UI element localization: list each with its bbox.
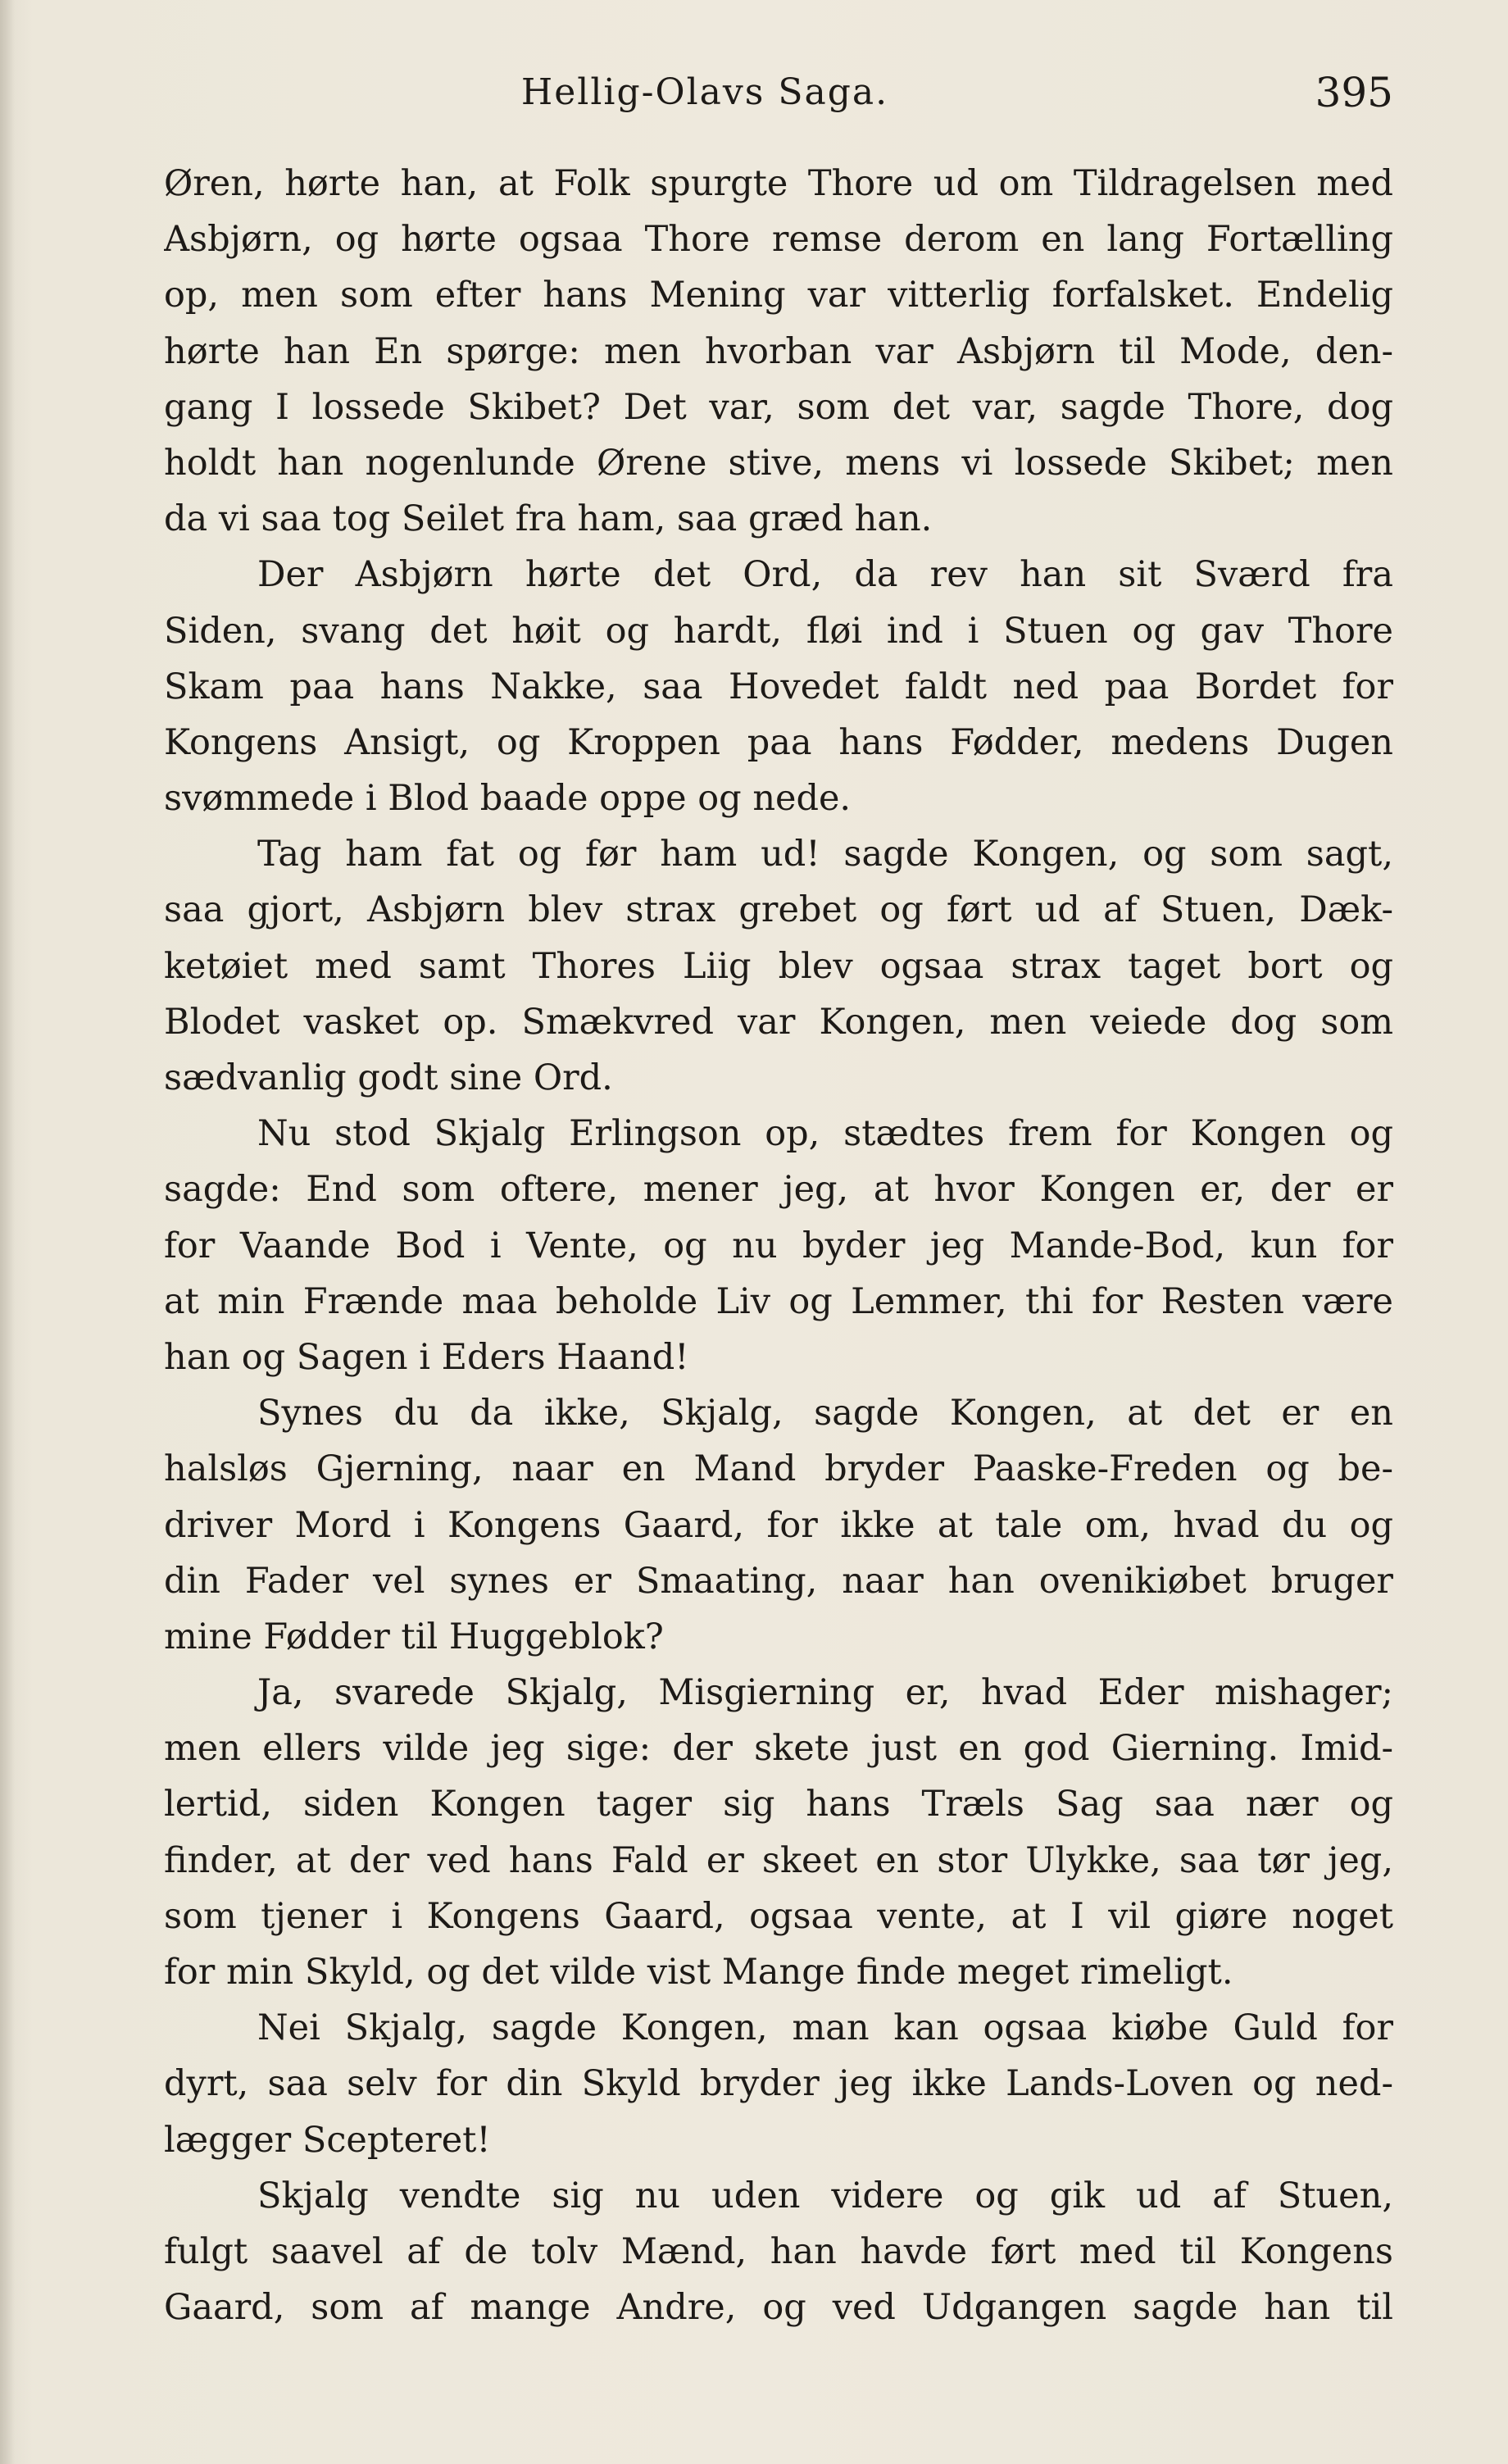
text-line: driver Mord i Kongens Gaard, for ikke at tale om, hvad du og <box>164 1504 1393 1546</box>
text-line: Siden, svang det høit og hardt, fløi ind i Stuen og gav Thore <box>164 610 1393 652</box>
text-line: Asbjørn, og hørte ogsaa Thore remse derom en lang Fortælling <box>164 219 1393 261</box>
text-line: da vi saa tog Seilet fra ham, saa græd han. <box>164 498 933 540</box>
text-line: Der Asbjørn hørte det Ord, da rev han sit Sværd fra <box>257 554 1393 596</box>
text-line: dyrt, saa selv for din Skyld bryder jeg ikke Lands-Loven og ned- <box>164 2063 1393 2105</box>
text-line: mine Fødder til Huggeblok? <box>164 1616 664 1657</box>
text-line: Synes du da ikke, Skjalg, sagde Kongen, at det er en <box>257 1393 1393 1434</box>
text-line: Ja, svarede Skjalg, Misgierning er, hvad Eder mishager; <box>257 1672 1393 1714</box>
text-line: han og Sagen i Eders Haand! <box>164 1336 689 1378</box>
text-line: Gaard, som af mange Andre, og ved Udgangen sagde han til <box>164 2287 1393 2329</box>
text-line: for min Skyld, og det vilde vist Mange finde meget rimeligt. <box>164 1952 1233 1993</box>
page-number: 395 <box>1315 69 1393 116</box>
text-line: saa gjort, Asbjørn blev strax grebet og ført ud af Stuen, Dæk- <box>164 889 1393 931</box>
text-line: Øren, hørte han, at Folk spurgte Thore ud om Tildragelsen med <box>164 163 1393 204</box>
text-line: lægger Scepteret! <box>164 2119 491 2161</box>
text-line: din Fader vel synes er Smaating, naar han ovenikiøbet bruger <box>164 1560 1393 1602</box>
text-line: Skjalg vendte sig nu uden videre og gik ud af Stuen, <box>257 2175 1393 2216</box>
text-line: sagde: End som oftere, mener jeg, at hvor Kongen er, der er <box>164 1169 1393 1211</box>
text-line: som tjener i Kongens Gaard, ogsaa vente, at I vil giøre noget <box>164 1895 1393 1937</box>
text-line: sædvanlig godt sine Ord. <box>164 1057 613 1098</box>
text-line: for Vaande Bod i Vente, og nu byder jeg Mande-Bod, kun for <box>164 1225 1393 1266</box>
text-line: Blodet vasket op. Smækvred var Kongen, men veiede dog som <box>164 1001 1393 1043</box>
text-line: svømmede i Blod baade oppe og nede. <box>164 778 852 820</box>
page-gutter-shadow <box>0 0 15 2464</box>
text-line: fulgt saavel af de tolv Mænd, han havde ført med til Kongens <box>164 2230 1393 2272</box>
body-text <box>164 156 1393 2335</box>
text-line: Nei Skjalg, sagde Kongen, man kan ogsaa kiøbe Guld for <box>257 2007 1393 2049</box>
text-line: Kongens Ansigt, og Kroppen paa hans Fødder, medens Dugen <box>164 721 1393 763</box>
text-line: ketøiet med samt Thores Liig blev ogsaa strax taget bort og <box>164 945 1393 987</box>
text-line: holdt han nogenlunde Ørene stive, mens vi lossede Skibet; men <box>164 442 1393 484</box>
text-line: men ellers vilde jeg sige: der skete just en god Gierning. Imid- <box>164 1728 1393 1770</box>
text-line: Nu stod Skjalg Erlingson op, stædtes frem for Kongen og <box>257 1113 1393 1155</box>
text-line: halsløs Gjerning, naar en Mand bryder Paaske-Freden og be- <box>164 1448 1393 1490</box>
text-line: at min Frænde maa beholde Liv og Lemmer, thi for Resten være <box>164 1280 1393 1322</box>
text-line: Skam paa hans Nakke, saa Hovedet faldt ned paa Bordet for <box>164 666 1393 707</box>
text-line: hørte han En spørge: men hvorban var Asbjørn til Mode, den- <box>164 330 1393 372</box>
running-title: Hellig-Olavs Saga. <box>520 71 889 113</box>
text-line: op, men som efter hans Mening var vitterlig forfalsket. Endelig <box>164 275 1393 316</box>
text-line: lertid, siden Kongen tager sig hans Træls Sag saa nær og <box>164 1784 1393 1825</box>
running-header <box>164 64 1393 121</box>
text-line: Tag ham fat og før ham ud! sagde Kongen, og som sagt, <box>257 834 1393 875</box>
text-line: finder, at der ved hans Fald er skeet en stor Ulykke, saa tør jeg, <box>164 1839 1393 1881</box>
text-line: gang I lossede Skibet? Det var, som det var, sagde Thore, dog <box>164 386 1393 428</box>
